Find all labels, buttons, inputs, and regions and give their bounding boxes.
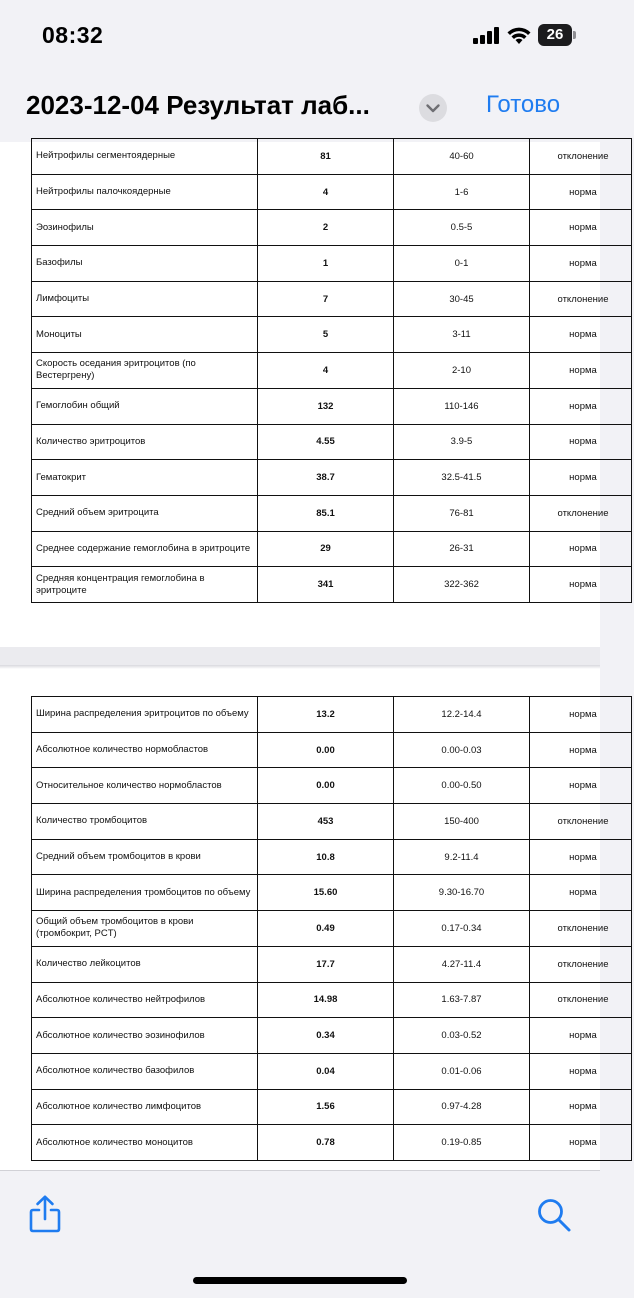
reference-range-cell: 0.00-0.03 <box>394 732 530 768</box>
table-row <box>32 946 632 982</box>
result-value-cell: 4.55 <box>258 424 394 460</box>
result-value-cell: 10.8 <box>258 839 394 875</box>
status-cell <box>530 174 632 210</box>
reference-range-cell: 30-45 <box>394 281 530 317</box>
result-value-cell: 13.2 <box>258 697 394 733</box>
table-row <box>32 281 632 317</box>
table-row <box>32 875 632 911</box>
status-cell <box>530 875 632 911</box>
status-text: норма <box>569 744 597 756</box>
result-value-cell: 0.00 <box>258 732 394 768</box>
table-row <box>32 982 632 1018</box>
reference-range-cell: 1.63-7.87 <box>394 982 530 1018</box>
table-row <box>32 495 632 531</box>
table-row <box>32 732 632 768</box>
document-page-1[interactable] <box>0 142 609 647</box>
status-cell <box>530 982 632 1018</box>
result-value-cell: 38.7 <box>258 460 394 496</box>
status-text: норма <box>569 887 597 899</box>
result-value-cell: 0.34 <box>258 1018 394 1054</box>
status-text: норма <box>569 1030 597 1042</box>
status-text: отклонение <box>557 150 609 162</box>
status-cell <box>530 1053 632 1089</box>
status-time: 08:32 <box>42 22 104 48</box>
status-text: отклонение <box>557 922 609 934</box>
table-row <box>32 424 632 460</box>
result-value-cell: 5 <box>258 317 394 353</box>
result-value-cell: 1 <box>258 246 394 282</box>
reference-range-cell: 9.2-11.4 <box>394 839 530 875</box>
status-cell <box>530 946 632 982</box>
result-value-cell: 29 <box>258 531 394 567</box>
result-value-cell: 453 <box>258 804 394 840</box>
status-cell <box>530 911 632 947</box>
cellular-signal-icon <box>473 27 501 44</box>
table-row <box>32 1089 632 1125</box>
result-value-cell: 0.00 <box>258 768 394 804</box>
status-cell <box>530 460 632 496</box>
result-value-cell: 132 <box>258 388 394 424</box>
table-row <box>32 210 632 246</box>
battery-indicator: 26 <box>538 24 572 46</box>
status-cell <box>530 732 632 768</box>
status-cell <box>530 353 632 389</box>
home-indicator <box>193 1277 407 1284</box>
status-text: норма <box>569 436 597 448</box>
test-name-cell: Ширина распределения эритроцитов по объему <box>32 697 258 733</box>
status-cell <box>530 531 632 567</box>
test-name-cell: Нейтрофилы палочкоядерные <box>32 174 258 210</box>
test-name-cell: Нейтрофилы сегментоядерные <box>32 139 258 175</box>
search-icon[interactable] <box>536 1197 572 1233</box>
status-cell <box>530 424 632 460</box>
result-value-cell: 0.04 <box>258 1053 394 1089</box>
status-cell <box>530 697 632 733</box>
table-row <box>32 567 632 603</box>
result-value-cell: 17.7 <box>258 946 394 982</box>
test-name-cell: Гемоглобин общий <box>32 388 258 424</box>
reference-range-cell: 0.97-4.28 <box>394 1089 530 1125</box>
status-text: норма <box>569 222 597 234</box>
reference-range-cell: 26-31 <box>394 531 530 567</box>
table-row <box>32 460 632 496</box>
table-row <box>32 531 632 567</box>
test-name-cell: Абсолютное количество нейтрофилов <box>32 982 258 1018</box>
status-cell <box>530 281 632 317</box>
table-row <box>32 804 632 840</box>
lab-results-table <box>31 138 632 603</box>
test-name-cell: Относительное количество нормобластов <box>32 768 258 804</box>
result-value-cell: 341 <box>258 567 394 603</box>
title-menu-button[interactable] <box>419 94 447 122</box>
reference-range-cell: 4.27-11.4 <box>394 946 530 982</box>
status-text: норма <box>569 400 597 412</box>
status-cell <box>530 567 632 603</box>
result-value-cell: 2 <box>258 210 394 246</box>
table-row <box>32 353 632 389</box>
test-name-cell: Абсолютное количество лимфоцитов <box>32 1089 258 1125</box>
result-value-cell: 14.98 <box>258 982 394 1018</box>
reference-range-cell: 0.5-5 <box>394 210 530 246</box>
status-text: отклонение <box>557 507 609 519</box>
status-text: норма <box>569 329 597 341</box>
chevron-down-icon <box>419 94 447 122</box>
status-text: норма <box>569 708 597 720</box>
table-row <box>32 1018 632 1054</box>
test-name-cell: Моноциты <box>32 317 258 353</box>
test-name-cell: Ширина распределения тромбоцитов по объему <box>32 875 258 911</box>
table-row <box>32 246 632 282</box>
result-value-cell: 1.56 <box>258 1089 394 1125</box>
status-cell <box>530 1018 632 1054</box>
reference-range-cell: 0.17-0.34 <box>394 911 530 947</box>
status-cell <box>530 246 632 282</box>
test-name-cell: Количество эритроцитов <box>32 424 258 460</box>
status-cell <box>530 804 632 840</box>
done-button[interactable]: Готово <box>486 91 561 118</box>
reference-range-cell: 322-362 <box>394 567 530 603</box>
test-name-cell: Абсолютное количество базофилов <box>32 1053 258 1089</box>
reference-range-cell: 110-146 <box>394 388 530 424</box>
test-name-cell: Средняя концентрация гемоглобина в эритроците <box>32 567 258 603</box>
status-cell <box>530 768 632 804</box>
table-row <box>32 139 632 175</box>
status-text: норма <box>569 579 597 591</box>
status-text: норма <box>569 543 597 555</box>
table-row <box>32 174 632 210</box>
table-row <box>32 1053 632 1089</box>
status-text: норма <box>569 1137 597 1149</box>
test-name-cell: Средний объем тромбоцитов в крови <box>32 839 258 875</box>
status-text: норма <box>569 851 597 863</box>
status-cell <box>530 495 632 531</box>
reference-range-cell: 12.2-14.4 <box>394 697 530 733</box>
status-cell <box>530 388 632 424</box>
test-name-cell: Лимфоциты <box>32 281 258 317</box>
nav-bar <box>0 70 600 142</box>
result-value-cell: 0.49 <box>258 911 394 947</box>
test-name-cell: Количество тромбоцитов <box>32 804 258 840</box>
test-name-cell: Количество лейкоцитов <box>32 946 258 982</box>
test-name-cell: Абсолютное количество эозинофилов <box>32 1018 258 1054</box>
status-bar <box>0 0 600 70</box>
table-row <box>32 388 632 424</box>
status-text: норма <box>569 780 597 792</box>
lab-results-table <box>31 696 632 1161</box>
page-divider <box>0 647 600 665</box>
table-row <box>32 1125 632 1161</box>
table-row <box>32 317 632 353</box>
test-name-cell: Общий объем тромбоцитов в крови (тромбокрит, PCT) <box>32 911 258 947</box>
status-text: отклонение <box>557 815 609 827</box>
status-cell <box>530 210 632 246</box>
test-name-cell: Базофилы <box>32 246 258 282</box>
status-text: отклонение <box>557 994 609 1006</box>
test-name-cell: Средний объем эритроцита <box>32 495 258 531</box>
reference-range-cell: 1-6 <box>394 174 530 210</box>
reference-range-cell: 150-400 <box>394 804 530 840</box>
status-text: норма <box>569 472 597 484</box>
status-cell <box>530 1125 632 1161</box>
status-text: отклонение <box>557 293 609 305</box>
wifi-icon <box>506 24 532 46</box>
status-text: норма <box>569 364 597 376</box>
status-text: норма <box>569 1065 597 1077</box>
table-row <box>32 697 632 733</box>
document-page-2[interactable] <box>0 665 609 1170</box>
status-cell <box>530 139 632 175</box>
table-row <box>32 768 632 804</box>
reference-range-cell: 0.19-0.85 <box>394 1125 530 1161</box>
test-name-cell: Абсолютное количество нормобластов <box>32 732 258 768</box>
reference-range-cell: 76-81 <box>394 495 530 531</box>
result-value-cell: 15.60 <box>258 875 394 911</box>
reference-range-cell: 0-1 <box>394 246 530 282</box>
status-text: норма <box>569 257 597 269</box>
table-row <box>32 911 632 947</box>
reference-range-cell: 9.30-16.70 <box>394 875 530 911</box>
test-name-cell: Среднее содержание гемоглобина в эритроците <box>32 531 258 567</box>
reference-range-cell: 3.9-5 <box>394 424 530 460</box>
reference-range-cell: 0.01-0.06 <box>394 1053 530 1089</box>
test-name-cell: Гематокрит <box>32 460 258 496</box>
share-icon[interactable] <box>28 1195 62 1233</box>
reference-range-cell: 3-11 <box>394 317 530 353</box>
result-value-cell: 85.1 <box>258 495 394 531</box>
result-value-cell: 0.78 <box>258 1125 394 1161</box>
status-cell <box>530 317 632 353</box>
result-value-cell: 4 <box>258 353 394 389</box>
test-name-cell: Эозинофилы <box>32 210 258 246</box>
test-name-cell: Скорость оседания эритроцитов (по Вестергрену) <box>32 353 258 389</box>
status-cell <box>530 839 632 875</box>
reference-range-cell: 32.5-41.5 <box>394 460 530 496</box>
test-name-cell: Абсолютное количество моноцитов <box>32 1125 258 1161</box>
status-cell <box>530 1089 632 1125</box>
reference-range-cell: 2-10 <box>394 353 530 389</box>
status-text: отклонение <box>557 958 609 970</box>
reference-range-cell: 0.00-0.50 <box>394 768 530 804</box>
result-value-cell: 7 <box>258 281 394 317</box>
status-text: норма <box>569 186 597 198</box>
reference-range-cell: 0.03-0.52 <box>394 1018 530 1054</box>
document-title[interactable]: 2023-12-04 Результат лаб... <box>26 90 370 120</box>
result-value-cell: 4 <box>258 174 394 210</box>
reference-range-cell: 40-60 <box>394 139 530 175</box>
table-row <box>32 839 632 875</box>
result-value-cell: 81 <box>258 139 394 175</box>
status-text: норма <box>569 1101 597 1113</box>
